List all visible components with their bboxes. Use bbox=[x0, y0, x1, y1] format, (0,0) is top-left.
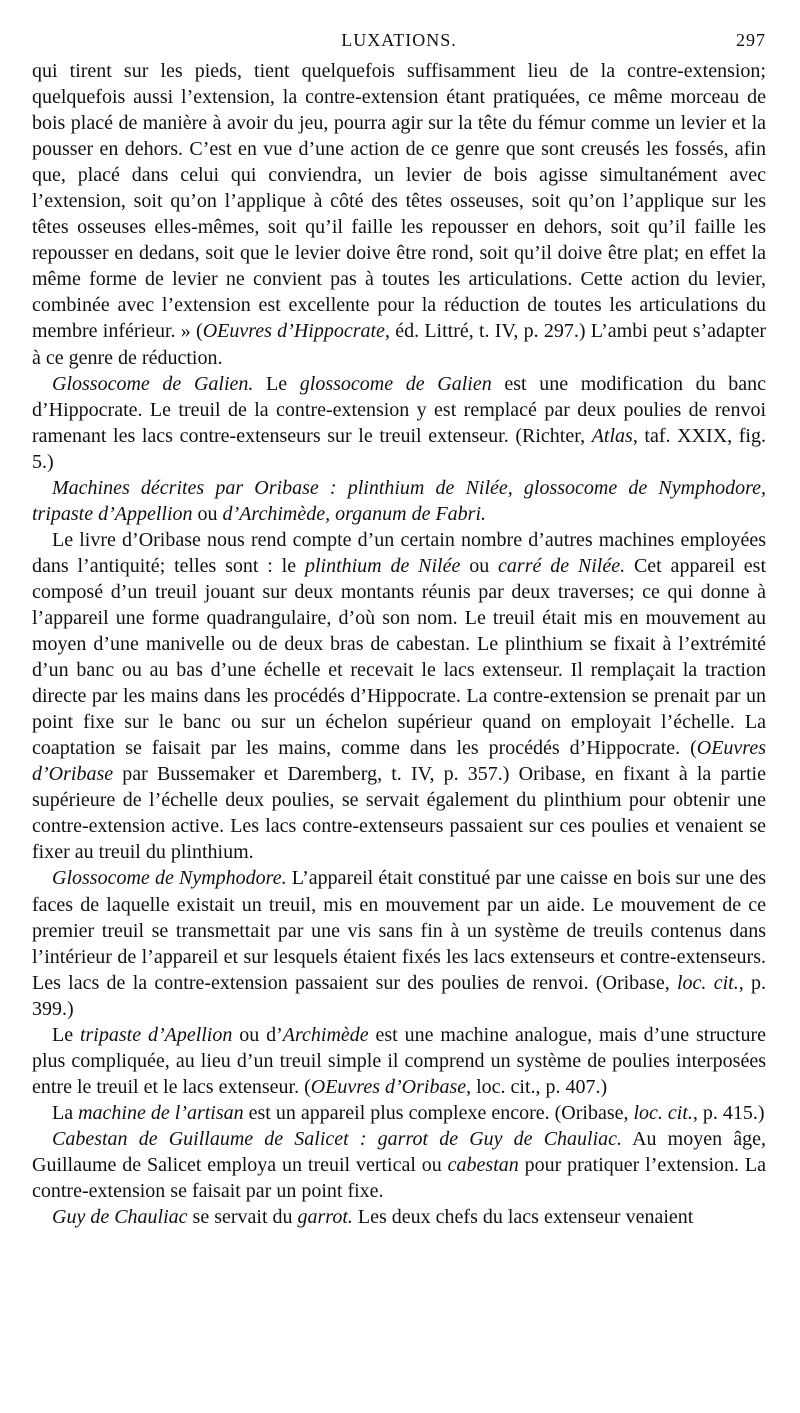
paragraph bbox=[32, 527, 766, 866]
book-page bbox=[32, 24, 766, 1230]
italic-text: glossocome de Galien bbox=[299, 372, 492, 395]
italic-text: OEuvres d’Oribase bbox=[32, 737, 766, 786]
italic-text: garrot. bbox=[297, 1206, 353, 1229]
italic-text: cabestan bbox=[447, 1153, 519, 1176]
italic-text: loc. cit. bbox=[677, 971, 739, 994]
text-run: par Bussemaker et Daremberg, t. IV, p. 357.) Oribase, en fixant à la partie supérieure de l’échelle deux poulies, se servait également du plinthium pour obtenir une contre-extension active. Les lacs contre-extenseurs passaient sur ces poulies et venaient se fixer au treuil du plinthium. bbox=[32, 763, 766, 864]
italic-text: plinthium de Nilée bbox=[304, 554, 461, 577]
italic-text: Cabestan de Guillaume de Salicet : garrot de Guy de Chauliac. bbox=[52, 1127, 623, 1150]
italic-text: Atlas bbox=[591, 424, 633, 447]
text-run: est une modification du banc d’Hippocrate. Le treuil de la contre-extension y est remplacé par deux poulies de renvoi ramenant les lacs contre-extenseurs sur le treuil extenseur. (Richter, bbox=[32, 372, 767, 447]
text-run: , p. 399.) bbox=[32, 971, 767, 1020]
paragraph bbox=[32, 475, 766, 527]
text-run: ou d’ bbox=[232, 1023, 283, 1046]
italic-text: Guy de Chauliac bbox=[52, 1206, 188, 1229]
text-run: est une machine analogue, mais d’une structure plus compliquée, au lieu d’un treuil simple il comprend un système de poulies interposées entre le treuil et le lacs extenseur. ( bbox=[32, 1023, 766, 1098]
paragraph bbox=[32, 865, 766, 1021]
text-run: , loc. cit., p. 407.) bbox=[466, 1075, 608, 1098]
italic-text: carré de Nilée. bbox=[498, 554, 626, 577]
text-run: Le livre d’Oribase nous rend compte d’un certain nombre d’autres machines employées dans l’antiquité; telles sont : le bbox=[32, 528, 766, 577]
italic-text: Glossocome de Nymphodore. bbox=[52, 867, 287, 890]
text-run: se servait du bbox=[187, 1206, 298, 1229]
paragraph bbox=[32, 371, 766, 475]
text-run: Cet appareil est composé d’un treuil jouant sur deux montants réunis par deux traverses; ce qui donne à l’appareil une forme quadrangulaire, d’où son nom. Le treuil était mis en mouvement au moyen d’une manivelle ou de deux bras de cabestan. Le plinthium se fixait à l’extrémité d’un banc ou au bas d’une échelle et recevait le lacs extenseur. Il remplaçait la traction directe par les mains dans les procédés d’Hippocrate. La contre-extension se prenait par un point fixe sur le banc ou sur un échelon supérieur quand on employait l’échelle. La coaptation se faisait par les mains, comme dans les procédés d’Hippocrate. ( bbox=[32, 554, 767, 760]
italic-text: Glossocome de Galien. bbox=[52, 372, 254, 395]
text-run: Les deux chefs du lacs extenseur venaient bbox=[352, 1206, 694, 1229]
paragraph bbox=[32, 1204, 766, 1230]
text-run: , p. 415.) bbox=[692, 1101, 765, 1124]
text-run: L’appareil était constitué par une caisse en bois sur une des faces de laquelle existait un treuil, mis en mouvement par un aide. Le mouvement de ce premier treuil se transmettait par une vis sans fin à un système de treuils contenus dans l’intérieur de l’appareil et sur lesquels étaient fixés les lacs extenseurs et contre-extenseurs. Les lacs de la contre-extension passaient sur des poulies de renvoi. (Oribase, bbox=[32, 867, 766, 994]
text-run: qui tirent sur les pieds, tient quelquefois suffisamment lieu de la contre-extension; quelquefois aussi l’extension, la contre-extension étant pratiquées, ce même morceau de bois placé de manière à avoir du jeu, pourra agir sur la tête du fémur comme un levier et la pousser en dehors. C’est en vue d’une action de ce genre que sont creusés les fossés, afin que, placé dans celui qui conviendra, un levier de bois agisse simultanément avec l’extension, soit qu’on l’applique à côté des têtes osseuses, soit qu’on l’applique sur les têtes osseuses elles-mêmes, soit qu’il faille les repousser en dehors, soit qu’il faille les repousser en dedans, soit que le levier doive être rond, soit qu’il doive être plat; en effet la même forme de levier ne convient pas à toutes les articulations. Cette action du levier, combinée avec l’extension est excellente pour la réduction de toutes les articulations du membre inférieur. » ( bbox=[32, 60, 766, 343]
italic-text: loc. cit. bbox=[633, 1101, 693, 1124]
italic-text: d’Archimède, organum de Fabri. bbox=[222, 502, 487, 525]
italic-text: machine de l’artisan bbox=[78, 1101, 244, 1124]
italic-text: Archimède bbox=[282, 1023, 369, 1046]
text-run: ou bbox=[460, 554, 499, 577]
paragraph bbox=[32, 58, 766, 371]
paragraph bbox=[32, 1126, 766, 1204]
italic-text: OEuvres d’Hippocrate bbox=[202, 320, 385, 343]
text-run: , taf. XXIX, fig. 5.) bbox=[32, 424, 766, 473]
running-title: LUXATIONS. bbox=[341, 30, 457, 50]
text-run: pour pratiquer l’extension. La contre-extension se faisait par un point fixe. bbox=[32, 1153, 767, 1203]
text-run: Le bbox=[52, 1023, 80, 1046]
text-run: ou bbox=[192, 502, 223, 525]
italic-text: Machines décrites par Oribase : plinthium de Nilée, glossocome de Nymphodore, tripaste d’Appellion bbox=[32, 476, 766, 525]
text-run: Au moyen âge, Guillaume de Salicet employa un treuil vertical ou bbox=[32, 1127, 766, 1176]
text-run: Le bbox=[253, 372, 300, 395]
italic-text: tripaste d’Apellion bbox=[79, 1023, 233, 1046]
italic-text: OEuvres d’Oribase bbox=[310, 1075, 467, 1098]
running-header bbox=[32, 24, 766, 58]
paragraph bbox=[32, 1100, 766, 1126]
text-run: , éd. Littré, t. IV, p. 297.) L’ambi peut s’adapter à ce genre de réduction. bbox=[32, 320, 766, 369]
text-run: est un appareil plus complexe encore. (Oribase, bbox=[243, 1101, 634, 1124]
page-number: 297 bbox=[736, 30, 766, 50]
text-run: La bbox=[52, 1101, 79, 1124]
paragraph bbox=[32, 1022, 766, 1100]
body-text bbox=[32, 58, 766, 1230]
